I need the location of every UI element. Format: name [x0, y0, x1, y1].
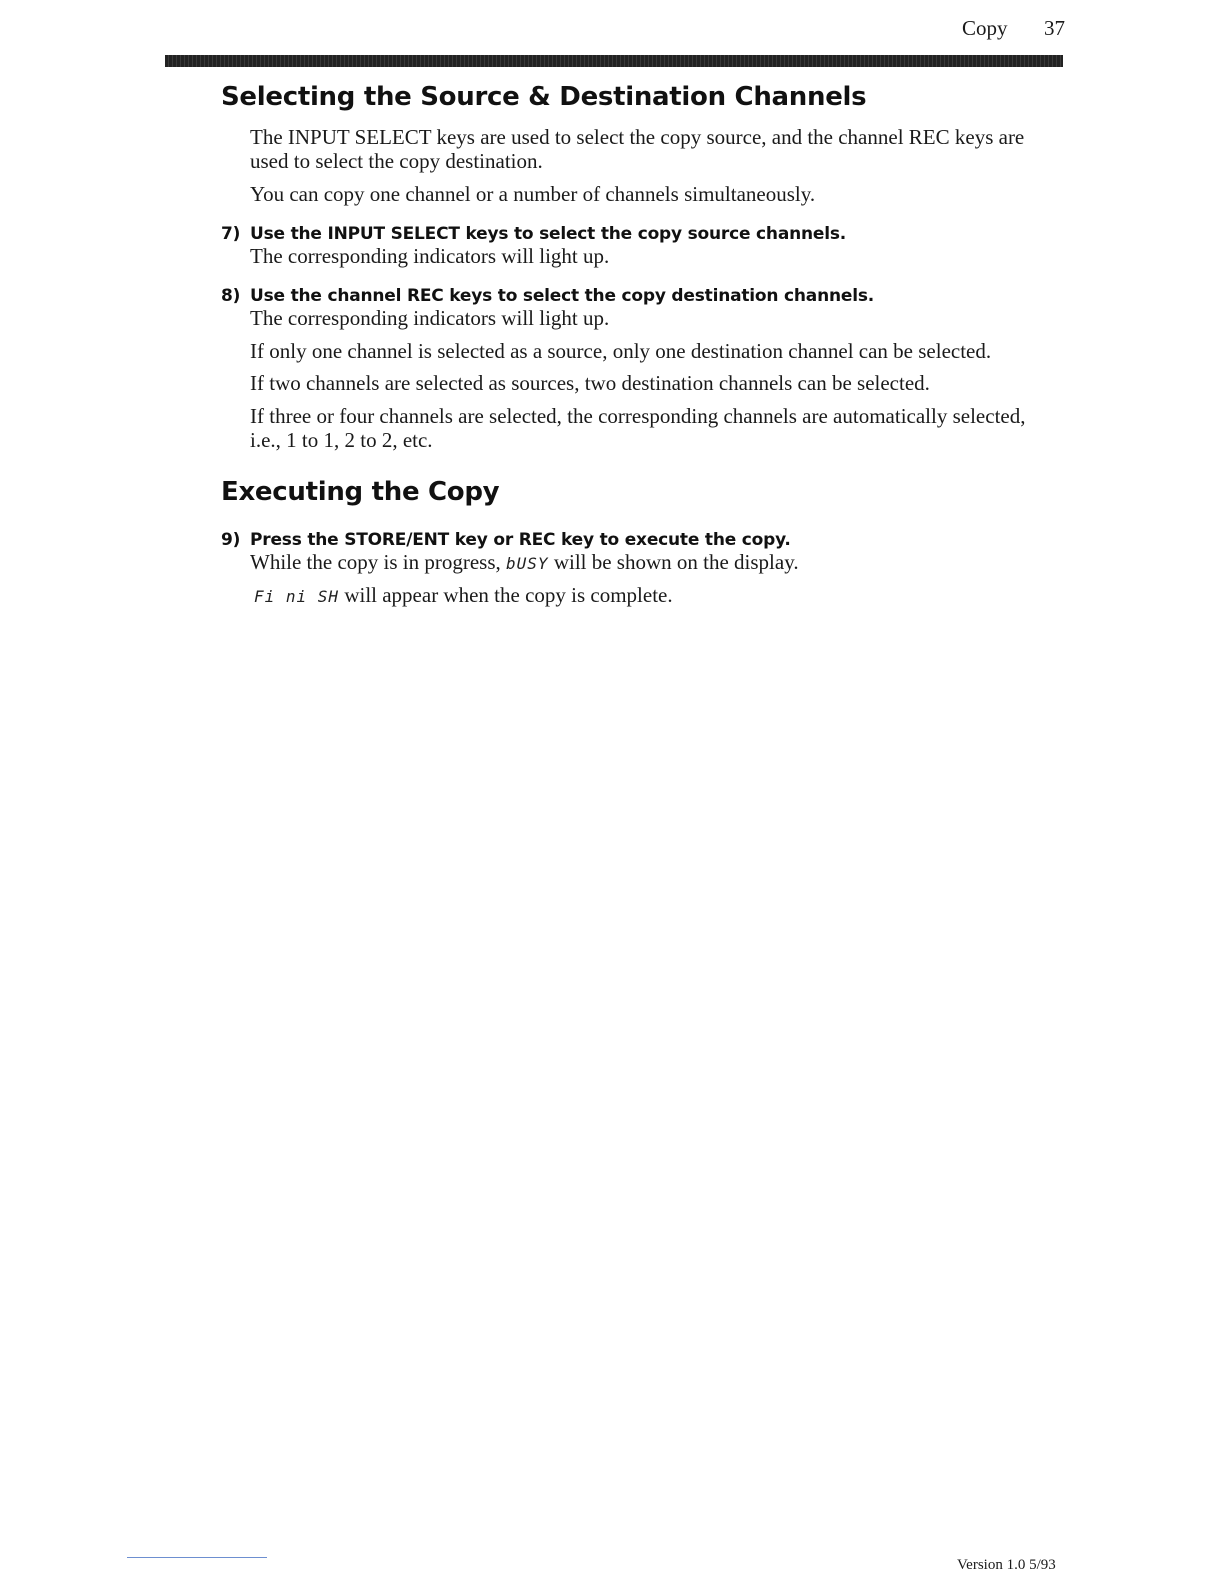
intro-paragraph-line2: used to select the copy destination.: [250, 149, 543, 173]
header-rule: [165, 55, 1063, 67]
busy-suffix: will be shown on the display.: [553, 550, 799, 574]
intro-paragraph-line1: The INPUT SELECT keys are used to select the copy source, and the channel REC keys are: [250, 125, 1025, 149]
step-8-text: The corresponding indicators will light up.: [250, 306, 610, 330]
step-7-text: The corresponding indicators will light up.: [250, 244, 610, 268]
running-header-title: Copy: [962, 16, 1008, 40]
note-one-channel: If only one channel is selected as a source, only one destination channel can be selected.: [250, 339, 992, 363]
finish-sentence: [254, 583, 673, 609]
busy-sentence: [250, 550, 799, 576]
step-7-number: 7): [221, 224, 241, 244]
step-8-title: Use the channel REC keys to select the copy destination channels.: [250, 286, 875, 306]
note-three-four-line2: i.e., 1 to 1, 2 to 2, etc.: [250, 428, 433, 452]
step-9-title: Press the STORE/ENT key or REC key to execute the copy.: [250, 530, 791, 550]
intro-paragraph-2: You can copy one channel or a number of channels simultaneously.: [250, 182, 816, 206]
bottom-divider: [127, 1557, 267, 1558]
page-number: 37: [1044, 16, 1065, 40]
step-7-title: Use the INPUT SELECT keys to select the copy source channels.: [250, 224, 847, 244]
version-footer: Version 1.0 5/93: [957, 1557, 1056, 1573]
finish-display-text: Fi ni SH: [254, 587, 340, 606]
busy-prefix: While the copy is in progress,: [250, 550, 501, 574]
step-9-number: 9): [221, 530, 241, 550]
note-three-four-line1: If three or four channels are selected, the corresponding channels are automatically selected,: [250, 404, 1026, 428]
section-heading-executing: Executing the Copy: [221, 477, 500, 507]
section-heading-selecting: Selecting the Source & Destination Channels: [221, 82, 867, 112]
finish-suffix: will appear when the copy is complete.: [344, 583, 673, 607]
busy-display-text: bUSY: [506, 554, 549, 573]
note-two-channels: If two channels are selected as sources, two destination channels can be selected.: [250, 371, 930, 395]
step-8-number: 8): [221, 286, 241, 306]
